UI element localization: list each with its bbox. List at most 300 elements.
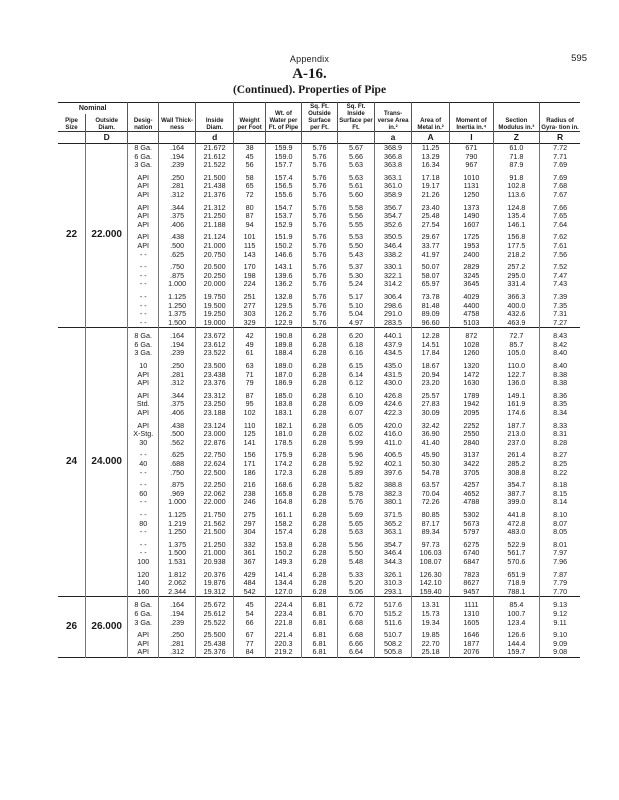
- wall-thickness-cell: .344: [159, 200, 196, 213]
- moment-of-inertia-cell: 1320: [450, 358, 493, 371]
- moment-of-inertia-cell: 1942: [450, 400, 493, 409]
- water-weight-cell: 136.2: [265, 280, 301, 289]
- inside-surface-cell: 5.76: [337, 498, 374, 507]
- weight-per-foot-cell: 56: [234, 161, 266, 170]
- section-modulus-cell: 472.8: [493, 520, 540, 529]
- wall-thickness-cell: .688: [159, 460, 196, 469]
- designation-cell: 60: [128, 490, 159, 499]
- designation-cell: - -: [128, 310, 159, 319]
- transverse-area-cell: 310.3: [375, 579, 412, 588]
- radius-of-gyration-cell: 7.87: [540, 567, 580, 580]
- designation-cell: 40: [128, 460, 159, 469]
- water-weight-cell: 122.9: [265, 319, 301, 328]
- radius-of-gyration-cell: 8.14: [540, 498, 580, 507]
- metal-area-cell: 14.51: [412, 341, 450, 350]
- header-section-modulus: Section Modulus in.³: [493, 103, 540, 132]
- table-row: [58, 289, 580, 302]
- water-weight-cell: 139.6: [265, 272, 301, 281]
- weight-per-foot-cell: 141: [234, 439, 266, 448]
- section-modulus-cell: 399.0: [493, 498, 540, 507]
- inside-diameter-cell: 22.062: [196, 490, 234, 499]
- designation-cell: - -: [128, 289, 159, 302]
- outside-surface-cell: 6.81: [301, 648, 337, 657]
- metal-area-cell: 45.90: [412, 447, 450, 460]
- weight-per-foot-cell: 216: [234, 477, 266, 490]
- moment-of-inertia-cell: 6275: [450, 537, 493, 550]
- water-weight-cell: 153.8: [265, 537, 301, 550]
- inside-diameter-cell: 20.938: [196, 558, 234, 567]
- outside-surface-cell: 5.76: [301, 153, 337, 162]
- designation-cell: - -: [128, 507, 159, 520]
- transverse-area-cell: 434.5: [375, 349, 412, 358]
- designation-cell: - -: [128, 549, 159, 558]
- header-transverse-area: Trans- verse Area in.²: [375, 103, 412, 132]
- wall-thickness-cell: .438: [159, 418, 196, 431]
- designation-cell: 3 Ga.: [128, 349, 159, 358]
- outside-surface-cell: 6.28: [301, 498, 337, 507]
- transverse-area-cell: 354.7: [375, 212, 412, 221]
- section-modulus-cell: 135.4: [493, 212, 540, 221]
- designation-cell: - -: [128, 528, 159, 537]
- moment-of-inertia-cell: 3137: [450, 447, 493, 460]
- water-weight-cell: 151.9: [265, 229, 301, 242]
- inside-surface-cell: 5.58: [337, 200, 374, 213]
- wall-thickness-cell: 1.500: [159, 319, 196, 328]
- designation-cell: API: [128, 379, 159, 388]
- inside-diameter-cell: 19.250: [196, 310, 234, 319]
- inside-diameter-cell: 22.876: [196, 439, 234, 448]
- outside-surface-cell: 6.28: [301, 549, 337, 558]
- wall-thickness-cell: .750: [159, 259, 196, 272]
- metal-area-cell: 142.10: [412, 579, 450, 588]
- outside-surface-cell: 5.76: [301, 161, 337, 170]
- table-row: [58, 358, 580, 371]
- metal-area-cell: 11.25: [412, 144, 450, 153]
- section-modulus-cell: 651.9: [493, 567, 540, 580]
- metal-area-cell: 63.57: [412, 477, 450, 490]
- metal-area-cell: 87.17: [412, 520, 450, 529]
- section-modulus-cell: 387.7: [493, 490, 540, 499]
- water-weight-cell: 134.4: [265, 579, 301, 588]
- inside-diameter-cell: 21.562: [196, 520, 234, 529]
- transverse-area-cell: 505.8: [375, 648, 412, 657]
- radius-of-gyration-cell: 8.43: [540, 328, 580, 341]
- header-nominal: Nominal: [78, 105, 107, 112]
- inside-surface-cell: 6.64: [337, 648, 374, 657]
- moment-of-inertia-cell: 2095: [450, 409, 493, 418]
- water-weight-cell: 161.1: [265, 507, 301, 520]
- weight-per-foot-cell: 58: [234, 170, 266, 183]
- metal-area-cell: 54.78: [412, 469, 450, 478]
- weight-per-foot-cell: 84: [234, 648, 266, 657]
- water-weight-cell: 188.4: [265, 349, 301, 358]
- water-weight-cell: 189.0: [265, 358, 301, 371]
- water-weight-cell: 156.5: [265, 182, 301, 191]
- designation-cell: 120: [128, 567, 159, 580]
- water-weight-cell: 150.2: [265, 549, 301, 558]
- metal-area-cell: 50.30: [412, 460, 450, 469]
- section-modulus-cell: 91.8: [493, 170, 540, 183]
- transverse-area-cell: 426.8: [375, 388, 412, 401]
- table-row: [58, 379, 580, 388]
- section-modulus-cell: 237.0: [493, 439, 540, 448]
- weight-per-foot-cell: 87: [234, 212, 266, 221]
- inside-diameter-cell: 21.312: [196, 200, 234, 213]
- symbol-cell: I: [450, 132, 493, 144]
- designation-cell: - -: [128, 302, 159, 311]
- section-modulus-cell: 144.4: [493, 640, 540, 649]
- radius-of-gyration-cell: 8.01: [540, 537, 580, 550]
- moment-of-inertia-cell: 872: [450, 328, 493, 341]
- metal-area-cell: 27.54: [412, 221, 450, 230]
- metal-area-cell: 23.40: [412, 200, 450, 213]
- section-modulus-cell: 85.4: [493, 597, 540, 610]
- inside-surface-cell: 5.50: [337, 549, 374, 558]
- water-weight-cell: 178.5: [265, 439, 301, 448]
- transverse-area-cell: 283.5: [375, 319, 412, 328]
- inside-diameter-cell: 23.612: [196, 341, 234, 350]
- inside-surface-cell: 5.50: [337, 242, 374, 251]
- wall-thickness-cell: .164: [159, 144, 196, 153]
- inside-diameter-cell: 21.376: [196, 191, 234, 200]
- weight-per-foot-cell: 110: [234, 418, 266, 431]
- transverse-area-cell: 350.5: [375, 229, 412, 242]
- water-weight-cell: 129.5: [265, 302, 301, 311]
- radius-of-gyration-cell: 7.64: [540, 221, 580, 230]
- weight-per-foot-cell: 66: [234, 619, 266, 628]
- wall-thickness-cell: .281: [159, 640, 196, 649]
- weight-per-foot-cell: 65: [234, 182, 266, 191]
- moment-of-inertia-cell: 1646: [450, 627, 493, 640]
- radius-of-gyration-cell: 7.35: [540, 302, 580, 311]
- outside-surface-cell: 5.76: [301, 182, 337, 191]
- moment-of-inertia-cell: 1260: [450, 349, 493, 358]
- table-row: [58, 161, 580, 170]
- wall-thickness-cell: 1.000: [159, 280, 196, 289]
- inside-diameter-cell: 21.124: [196, 229, 234, 242]
- inside-diameter-cell: 22.250: [196, 477, 234, 490]
- inside-diameter-cell: 21.672: [196, 144, 234, 153]
- inside-surface-cell: 5.69: [337, 507, 374, 520]
- inside-diameter-cell: 21.500: [196, 528, 234, 537]
- section-modulus-cell: 441.8: [493, 507, 540, 520]
- transverse-area-cell: 363.1: [375, 170, 412, 183]
- moment-of-inertia-cell: 5302: [450, 507, 493, 520]
- radius-of-gyration-cell: 8.42: [540, 341, 580, 350]
- moment-of-inertia-cell: 1789: [450, 388, 493, 401]
- inside-surface-cell: 6.66: [337, 640, 374, 649]
- radius-of-gyration-cell: 7.70: [540, 588, 580, 597]
- wall-thickness-cell: 1.250: [159, 302, 196, 311]
- outside-surface-cell: 6.81: [301, 610, 337, 619]
- transverse-area-cell: 368.9: [375, 144, 412, 153]
- radius-of-gyration-cell: 9.13: [540, 597, 580, 610]
- designation-cell: 6 Ga.: [128, 341, 159, 350]
- section-modulus-cell: 123.4: [493, 619, 540, 628]
- transverse-area-cell: 397.6: [375, 469, 412, 478]
- table-row: [58, 528, 580, 537]
- inside-surface-cell: 6.10: [337, 388, 374, 401]
- metal-area-cell: 25.18: [412, 648, 450, 657]
- weight-per-foot-cell: 94: [234, 221, 266, 230]
- inside-diameter-cell: 19.500: [196, 302, 234, 311]
- inside-diameter-cell: 23.188: [196, 409, 234, 418]
- weight-per-foot-cell: 77: [234, 640, 266, 649]
- section-modulus-cell: 331.4: [493, 280, 540, 289]
- weight-per-foot-cell: 484: [234, 579, 266, 588]
- metal-area-cell: 58.07: [412, 272, 450, 281]
- weight-per-foot-cell: 71: [234, 371, 266, 380]
- wall-thickness-cell: .344: [159, 388, 196, 401]
- inside-surface-cell: 5.04: [337, 310, 374, 319]
- inside-diameter-cell: 19.312: [196, 588, 234, 597]
- section-modulus-cell: 122.7: [493, 371, 540, 380]
- radius-of-gyration-cell: 8.07: [540, 520, 580, 529]
- inside-diameter-cell: 25.376: [196, 648, 234, 657]
- section-modulus-cell: 522.9: [493, 537, 540, 550]
- weight-per-foot-cell: 42: [234, 328, 266, 341]
- pipe-properties-table: [58, 102, 580, 658]
- weight-per-foot-cell: 102: [234, 409, 266, 418]
- radius-of-gyration-cell: 7.97: [540, 549, 580, 558]
- moment-of-inertia-cell: 4652: [450, 490, 493, 499]
- outside-surface-cell: 6.81: [301, 627, 337, 640]
- weight-per-foot-cell: 45: [234, 597, 266, 610]
- inside-surface-cell: 6.15: [337, 358, 374, 371]
- outside-surface-cell: 6.28: [301, 477, 337, 490]
- inside-surface-cell: 5.63: [337, 170, 374, 183]
- transverse-area-cell: 406.5: [375, 447, 412, 460]
- inside-surface-cell: 5.63: [337, 161, 374, 170]
- outside-surface-cell: 5.76: [301, 280, 337, 289]
- section-modulus-cell: 61.0: [493, 144, 540, 153]
- pipe-size-cell: 22: [65, 229, 78, 241]
- radius-of-gyration-cell: 8.34: [540, 409, 580, 418]
- section-modulus-cell: 156.8: [493, 229, 540, 242]
- metal-area-cell: 32.42: [412, 418, 450, 431]
- moment-of-inertia-cell: 2076: [450, 648, 493, 657]
- inside-diameter-cell: 20.750: [196, 251, 234, 260]
- inside-diameter-cell: 19.000: [196, 319, 234, 328]
- moment-of-inertia-cell: 4029: [450, 289, 493, 302]
- weight-per-foot-cell: 45: [234, 153, 266, 162]
- section-modulus-cell: 110.0: [493, 358, 540, 371]
- radius-of-gyration-cell: 8.40: [540, 358, 580, 371]
- outside-surface-cell: 6.81: [301, 619, 337, 628]
- metal-area-cell: 17.84: [412, 349, 450, 358]
- moment-of-inertia-cell: 2840: [450, 439, 493, 448]
- header-inside-diam: Inside Diam.: [196, 103, 234, 132]
- wall-thickness-cell: 2.062: [159, 579, 196, 588]
- moment-of-inertia-cell: 3422: [450, 460, 493, 469]
- inside-surface-cell: 6.05: [337, 418, 374, 431]
- transverse-area-cell: 420.0: [375, 418, 412, 431]
- radius-of-gyration-cell: 7.68: [540, 182, 580, 191]
- transverse-area-cell: 431.5: [375, 371, 412, 380]
- wall-thickness-cell: .406: [159, 221, 196, 230]
- metal-area-cell: 18.67: [412, 358, 450, 371]
- water-weight-cell: 165.8: [265, 490, 301, 499]
- radius-of-gyration-cell: 8.10: [540, 507, 580, 520]
- outside-surface-cell: 5.76: [301, 251, 337, 260]
- water-weight-cell: 157.4: [265, 528, 301, 537]
- outside-surface-cell: 5.76: [301, 144, 337, 153]
- moment-of-inertia-cell: 967: [450, 161, 493, 170]
- transverse-area-cell: 354.7: [375, 537, 412, 550]
- wall-thickness-cell: .562: [159, 439, 196, 448]
- inside-surface-cell: 6.02: [337, 430, 374, 439]
- metal-area-cell: 96.60: [412, 319, 450, 328]
- wall-thickness-cell: .312: [159, 379, 196, 388]
- transverse-area-cell: 358.9: [375, 191, 412, 200]
- inside-diameter-cell: 21.522: [196, 161, 234, 170]
- table-row: [58, 409, 580, 418]
- water-weight-cell: 126.2: [265, 310, 301, 319]
- designation-cell: API: [128, 200, 159, 213]
- moment-of-inertia-cell: 2550: [450, 430, 493, 439]
- designation-cell: 80: [128, 520, 159, 529]
- wall-thickness-cell: .312: [159, 648, 196, 657]
- metal-area-cell: 70.04: [412, 490, 450, 499]
- outside-surface-cell: 5.76: [301, 212, 337, 221]
- outside-surface-cell: 5.76: [301, 319, 337, 328]
- moment-of-inertia-cell: 2400: [450, 251, 493, 260]
- symbol-cell: [128, 132, 159, 144]
- radius-of-gyration-cell: 8.25: [540, 460, 580, 469]
- water-weight-cell: 132.8: [265, 289, 301, 302]
- symbol-cell: [159, 132, 196, 144]
- pipe-size-cell: 24: [58, 328, 86, 597]
- water-weight-cell: 157.4: [265, 170, 301, 183]
- metal-area-cell: 80.85: [412, 507, 450, 520]
- header-outside-diam: Outside Diam.: [86, 114, 128, 132]
- moment-of-inertia-cell: 9457: [450, 588, 493, 597]
- outside-surface-cell: 5.76: [301, 221, 337, 230]
- inside-surface-cell: 6.09: [337, 400, 374, 409]
- outside-surface-cell: 5.76: [301, 170, 337, 183]
- section-modulus-cell: 87.9: [493, 161, 540, 170]
- wall-thickness-cell: .625: [159, 251, 196, 260]
- moment-of-inertia-cell: 3645: [450, 280, 493, 289]
- designation-cell: - -: [128, 280, 159, 289]
- table-row: [58, 597, 580, 610]
- designation-cell: 160: [128, 588, 159, 597]
- designation-cell: API: [128, 627, 159, 640]
- inside-diameter-cell: 22.624: [196, 460, 234, 469]
- metal-area-cell: 25.57: [412, 388, 450, 401]
- inside-diameter-cell: 23.376: [196, 379, 234, 388]
- metal-area-cell: 89.34: [412, 528, 450, 537]
- moment-of-inertia-cell: 1877: [450, 640, 493, 649]
- section-modulus-cell: 113.6: [493, 191, 540, 200]
- section-modulus-cell: 400.0: [493, 302, 540, 311]
- inside-diameter-cell: 23.000: [196, 430, 234, 439]
- weight-per-foot-cell: 79: [234, 379, 266, 388]
- water-weight-cell: 220.3: [265, 640, 301, 649]
- inside-surface-cell: 6.14: [337, 371, 374, 380]
- weight-per-foot-cell: 61: [234, 349, 266, 358]
- inside-diameter-cell: 23.672: [196, 328, 234, 341]
- table-row: [58, 319, 580, 328]
- wall-thickness-cell: .239: [159, 349, 196, 358]
- inside-diameter-cell: 20.000: [196, 280, 234, 289]
- weight-per-foot-cell: 246: [234, 498, 266, 507]
- weight-per-foot-cell: 80: [234, 200, 266, 213]
- inside-surface-cell: 5.37: [337, 259, 374, 272]
- water-weight-cell: 157.7: [265, 161, 301, 170]
- header-pipe-size: Pipe Size: [65, 117, 78, 131]
- water-weight-cell: 183.8: [265, 400, 301, 409]
- section-modulus-cell: 126.6: [493, 627, 540, 640]
- moment-of-inertia-cell: 1607: [450, 221, 493, 230]
- radius-of-gyration-cell: 8.38: [540, 379, 580, 388]
- designation-cell: API: [128, 212, 159, 221]
- radius-of-gyration-cell: 9.09: [540, 640, 580, 649]
- table-row: [58, 507, 580, 520]
- section-modulus-cell: 570.6: [493, 558, 540, 567]
- weight-per-foot-cell: 332: [234, 537, 266, 550]
- wall-thickness-cell: .750: [159, 469, 196, 478]
- transverse-area-cell: 365.2: [375, 520, 412, 529]
- wall-thickness-cell: 2.344: [159, 588, 196, 597]
- metal-area-cell: 50.07: [412, 259, 450, 272]
- table-row: [58, 627, 580, 640]
- outside-surface-cell: 6.28: [301, 439, 337, 448]
- moment-of-inertia-cell: 1131: [450, 182, 493, 191]
- weight-per-foot-cell: 367: [234, 558, 266, 567]
- inside-surface-cell: 5.53: [337, 229, 374, 242]
- designation-cell: - -: [128, 259, 159, 272]
- metal-area-cell: 29.67: [412, 229, 450, 242]
- section-modulus-cell: 124.8: [493, 200, 540, 213]
- weight-per-foot-cell: 115: [234, 242, 266, 251]
- section-modulus-cell: 788.1: [493, 588, 540, 597]
- water-weight-cell: 224.4: [265, 597, 301, 610]
- designation-cell: X-Stg.: [128, 430, 159, 439]
- header-outside-surface: Sq. Ft. Outside Surface per Ft.: [301, 103, 337, 132]
- water-weight-cell: 172.3: [265, 469, 301, 478]
- moment-of-inertia-cell: 1490: [450, 212, 493, 221]
- table-row: [58, 469, 580, 478]
- wall-thickness-cell: 1.500: [159, 549, 196, 558]
- inside-surface-cell: 5.43: [337, 251, 374, 260]
- metal-area-cell: 13.29: [412, 153, 450, 162]
- inside-diameter-cell: 19.750: [196, 289, 234, 302]
- section-modulus-cell: 308.8: [493, 469, 540, 478]
- inside-surface-cell: 6.07: [337, 409, 374, 418]
- radius-of-gyration-cell: 8.36: [540, 388, 580, 401]
- section-modulus-cell: 463.9: [493, 319, 540, 328]
- metal-area-cell: 108.07: [412, 558, 450, 567]
- inside-diameter-cell: 21.000: [196, 549, 234, 558]
- outside-surface-cell: 5.76: [301, 229, 337, 242]
- inside-surface-cell: 5.65: [337, 520, 374, 529]
- inside-diameter-cell: 22.000: [196, 498, 234, 507]
- metal-area-cell: 89.09: [412, 310, 450, 319]
- wall-thickness-cell: .164: [159, 328, 196, 341]
- wall-thickness-cell: .875: [159, 272, 196, 281]
- section-modulus-cell: 146.1: [493, 221, 540, 230]
- inside-diameter-cell: 21.250: [196, 537, 234, 550]
- inside-surface-cell: 5.67: [337, 144, 374, 153]
- metal-area-cell: 41.97: [412, 251, 450, 260]
- inside-surface-cell: 5.20: [337, 579, 374, 588]
- inside-diameter-cell: 23.500: [196, 358, 234, 371]
- moment-of-inertia-cell: 3705: [450, 469, 493, 478]
- weight-per-foot-cell: 63: [234, 358, 266, 371]
- table-row: [58, 498, 580, 507]
- inside-surface-cell: 4.97: [337, 319, 374, 328]
